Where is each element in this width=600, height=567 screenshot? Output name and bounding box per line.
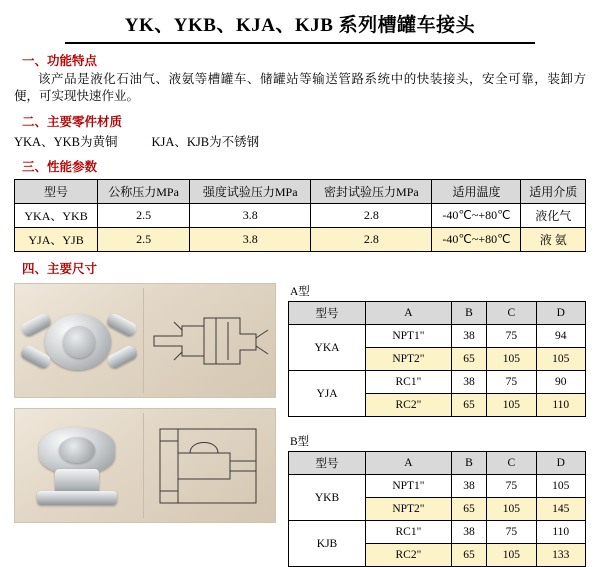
section-heading-dimensions: 四、主要尺寸 <box>22 262 98 276</box>
spec-cell-temp: -40℃~+80℃ <box>432 228 521 252</box>
dim-b-cell: 133 <box>536 544 585 567</box>
dim-a-cell: NPT2" <box>366 348 452 371</box>
photo-column <box>14 283 276 523</box>
product-photo-a-type <box>14 283 276 398</box>
spec-cell-seal: 2.8 <box>311 228 432 252</box>
dim-a-cell: RC1" <box>366 371 452 394</box>
dimension-table-a <box>288 301 586 417</box>
spec-cell-medium: 液 氨 <box>521 228 586 252</box>
dimension-tables-column <box>288 283 586 567</box>
technical-drawing-a-icon <box>144 284 276 398</box>
photo-a-right-drawing <box>144 284 275 397</box>
spec-cell-seal: 2.8 <box>311 204 432 228</box>
photo-a-left <box>15 284 143 397</box>
table-header-row <box>289 302 586 325</box>
spec-header-seal-pressure: 密封试验压力MPa <box>311 180 432 204</box>
dim-a-cell: 75 <box>487 325 536 348</box>
dim-a-cell: 38 <box>451 371 486 394</box>
dim-b-cell: 105 <box>536 475 585 498</box>
dim-b-header-B: B <box>451 452 486 475</box>
dim-a-cell: 105 <box>487 394 536 417</box>
dim-a-cell: 110 <box>536 394 585 417</box>
spec-header-model: 型号 <box>15 180 98 204</box>
dim-b-cell: RC1" <box>366 521 452 544</box>
table-row <box>289 371 586 394</box>
table-row <box>289 475 586 498</box>
dim-a-header-C: C <box>487 302 536 325</box>
dim-b-header-D: D <box>536 452 585 475</box>
dim-b-model-kjb: KJB <box>289 521 366 567</box>
section-heading-performance: 三、性能参数 <box>22 160 98 174</box>
dim-b-cell: 65 <box>451 544 486 567</box>
table-row <box>15 204 586 228</box>
spec-cell-strength: 3.8 <box>190 204 311 228</box>
spec-header-nominal-pressure: 公称压力MPa <box>98 180 190 204</box>
dim-a-cell: 38 <box>451 325 486 348</box>
photo-b-right-drawing <box>144 409 275 522</box>
dim-b-cell: 105 <box>487 498 536 521</box>
features-paragraph: 该产品是液化石油气、液氨等槽罐车、储罐站等输送管路系统中的快装接头，安全可靠，装卸方便，可实现快速作业。 <box>14 72 586 103</box>
dim-a-model-yka: YKA <box>289 325 366 371</box>
dim-b-cell: 145 <box>536 498 585 521</box>
section-heading-features: 一、功能特点 <box>22 54 98 68</box>
dim-a-cell: 105 <box>487 348 536 371</box>
title-underline <box>65 42 535 44</box>
dim-a-cell: 105 <box>536 348 585 371</box>
dim-b-cell: 75 <box>487 475 536 498</box>
spec-cell-nominal: 2.5 <box>98 228 190 252</box>
spec-cell-temp: -40℃~+80℃ <box>432 204 521 228</box>
dim-b-cell: NPT1" <box>366 475 452 498</box>
dim-table-b-label: B型 <box>290 436 310 448</box>
dim-b-header-model: 型号 <box>289 452 366 475</box>
section-heading-material: 二、主要零件材质 <box>22 115 123 129</box>
page-title: YK、YKB、KJA、KJB 系列槽罐车接头 <box>124 15 476 36</box>
dim-b-header-C: C <box>487 452 536 475</box>
material-text-brass: YKA、YKB为黄铜 <box>14 135 118 149</box>
performance-table <box>14 179 586 252</box>
dimensions-section <box>0 283 600 561</box>
table-header-row <box>15 180 586 204</box>
dim-b-model-ykb: YKB <box>289 475 366 521</box>
dim-a-cell: 65 <box>451 348 486 371</box>
dim-a-cell: RC2" <box>366 394 452 417</box>
material-text-steel: KJA、KJB为不锈钢 <box>151 135 260 149</box>
material-line <box>14 132 600 150</box>
dim-a-header-D: D <box>536 302 585 325</box>
spec-cell-nominal: 2.5 <box>98 204 190 228</box>
dim-b-cell: 105 <box>487 544 536 567</box>
dim-b-cell: NPT2" <box>366 498 452 521</box>
table-row <box>289 325 586 348</box>
product-photo-b-type <box>14 408 276 523</box>
spec-header-strength-pressure: 强度试验压力MPa <box>190 180 311 204</box>
dim-b-cell: 75 <box>487 521 536 544</box>
technical-drawing-b-icon <box>144 409 276 523</box>
dim-a-header-model: 型号 <box>289 302 366 325</box>
spec-cell-model: YKA、YKB <box>15 204 98 228</box>
dim-a-cell: NPT1" <box>366 325 452 348</box>
spec-cell-model: YJA、YJB <box>15 228 98 252</box>
table-header-row <box>289 452 586 475</box>
spec-header-temperature: 适用温度 <box>432 180 521 204</box>
dim-a-cell: 65 <box>451 394 486 417</box>
dim-b-cell: 38 <box>451 475 486 498</box>
dim-a-header-B: B <box>451 302 486 325</box>
dim-b-cell: RC2" <box>366 544 452 567</box>
dim-a-cell: 94 <box>536 325 585 348</box>
dimension-table-b <box>288 451 586 567</box>
dim-a-model-yja: YJA <box>289 371 366 417</box>
table-row <box>289 521 586 544</box>
dim-b-cell: 38 <box>451 521 486 544</box>
dim-a-header-A: A <box>366 302 452 325</box>
spec-header-medium: 适用介质 <box>521 180 586 204</box>
dim-b-cell: 65 <box>451 498 486 521</box>
photo-b-left <box>15 409 143 522</box>
dim-b-cell: 110 <box>536 521 585 544</box>
spec-cell-strength: 3.8 <box>190 228 311 252</box>
dim-a-cell: 90 <box>536 371 585 394</box>
spec-cell-medium: 液化气 <box>521 204 586 228</box>
dim-b-header-A: A <box>366 452 452 475</box>
dim-a-cell: 75 <box>487 371 536 394</box>
dim-table-a-label: A型 <box>290 286 310 298</box>
table-row <box>15 228 586 252</box>
